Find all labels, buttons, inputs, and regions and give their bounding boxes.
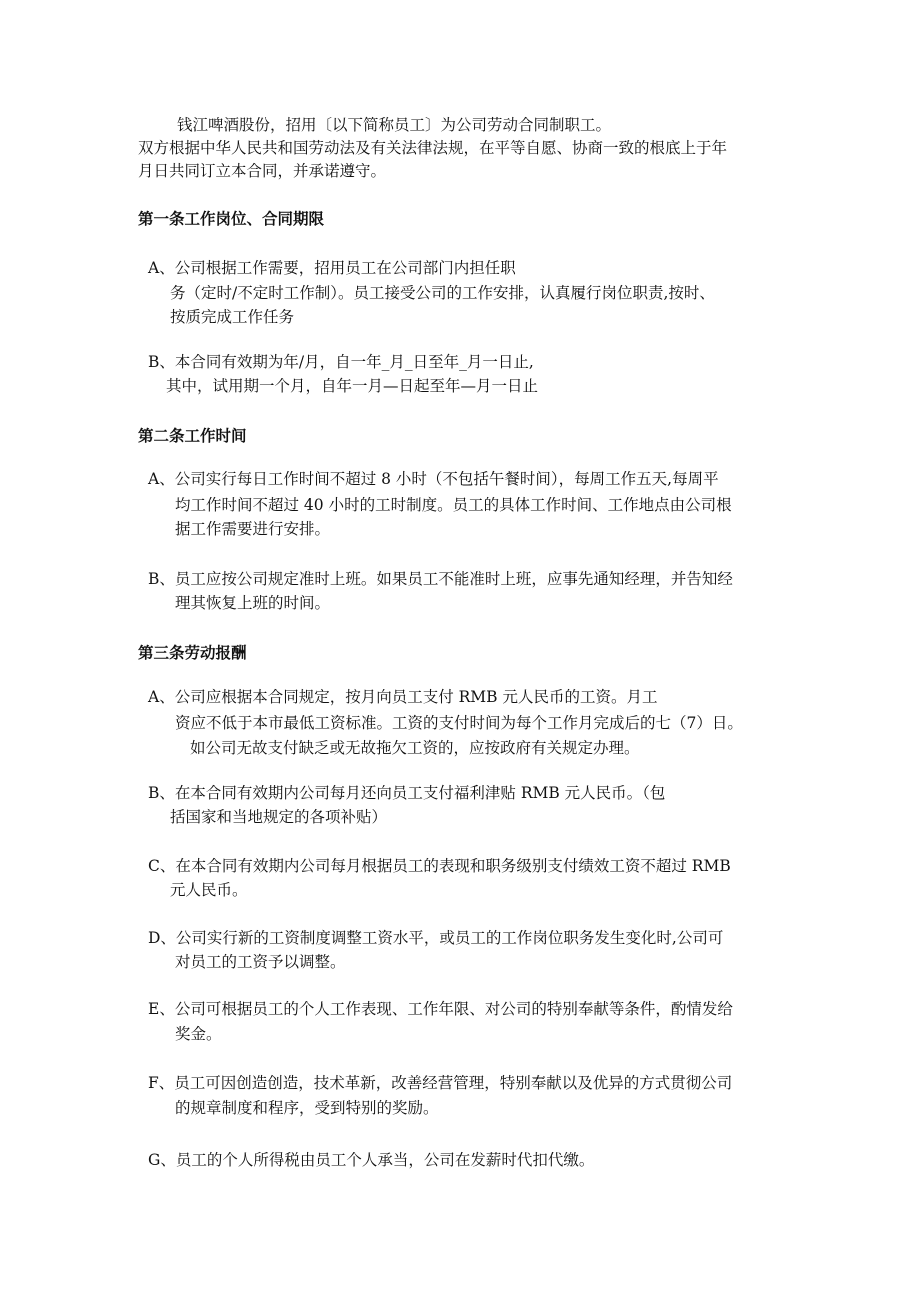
article-2-clause-a-line-3: 据工作需要进行安排。 [175,520,331,538]
article-3-clause-f-line-2: 的规章制度和程序，受到特别的奖励。 [175,1099,439,1117]
article-3-clause-d-line-2: 对员工的工资予以调整。 [175,953,346,971]
article-1-heading: 第一条工作岗位、合同期限 [138,210,325,228]
article-3-clause-a-line-1: A、公司应根据本合同规定，按月向员工支付 RMB 元人民币的工资。月工 [148,688,658,706]
article-3-clause-a-line-2: 资应不低于本市最低工资标准。工资的支付时间为每个工作月完成后的七（7）日。 [175,714,743,732]
article-2-clause-b-line-2: 理其恢复上班的时间。 [175,594,331,612]
article-3-clause-b-line-2: 括国家和当地规定的各项补贴） [170,808,388,826]
article-3-clause-e-line-1: E、公司可根据员工的个人工作表现、工作年限、对公司的特别奉献等条件，酌情发给 [148,1000,733,1018]
article-1-clause-a-line-2: 务（定时/不定时工作制）。员工接受公司的工作安排，认真履行岗位职责,按时、 [170,284,715,302]
article-3-clause-a-line-3: 如公司无故支付缺乏或无故拖欠工资的，应按政府有关规定办理。 [190,739,640,757]
intro-line-3: 月日共同订立本合同，并承诺遵守。 [138,162,387,180]
article-3-clause-e-line-2: 奖金。 [175,1025,222,1043]
intro-line-2: 双方根据中华人民共和国劳动法及有关法律法规，在平等自愿、协商一致的根底上于年 [138,139,728,157]
article-1-clause-a-line-3: 按质完成工作任务 [170,308,295,326]
article-3-clause-f-line-1: F、员工可因创造创造，技术革新，改善经营管理，特别奉献以及优异的方式贯彻公司 [148,1074,733,1092]
article-2-heading: 第二条工作时间 [138,427,247,445]
article-2-clause-a-line-2: 均工作时间不超过 40 小时的工时制度。员工的具体工作时间、工作地点由公司根 [175,496,732,514]
intro-line-1: 钱江啤酒股份，招用〔以下简称员工〕为公司劳动合同制职工。 [177,116,612,134]
article-2-clause-a-line-1: A、公司实行每日工作时间不超过 8 小时（不包括午餐时间），每周工作五天,每周平 [148,470,719,488]
article-1-clause-b-line-2: 其中，试用期一个月，自年一月—日起至年—月一日止 [166,377,539,395]
article-3-clause-c-line-1: C、在本合同有效期内公司每月根据员工的表现和职务级别支付绩效工资不超过 RMB [148,857,731,875]
article-3-heading: 第三条劳动报酬 [138,644,247,662]
article-3-clause-d-line-1: D、公司实行新的工资制度调整工资水平，或员工的工作岗位职务发生变化时,公司可 [148,929,724,947]
article-1-clause-a-line-1: A、公司根据工作需要，招用员工在公司部门内担任职 [148,259,516,277]
article-3-clause-b-line-1: B、在本合同有效期内公司每月还向员工支付福利津贴 RMB 元人民币。（包 [148,784,666,802]
article-3-clause-g-line-1: G、员工的个人所得税由员工个人承当，公司在发薪时代扣代缴。 [148,1151,595,1169]
article-1-clause-b-line-1: B、本合同有效期为年/月，自一年_月_日至年_月一日止, [148,353,534,371]
article-2-clause-b-line-1: B、员工应按公司规定准时上班。如果员工不能准时上班，应事先通知经理，并告知经 [148,570,733,588]
article-3-clause-c-line-2: 元人民币。 [170,881,248,899]
